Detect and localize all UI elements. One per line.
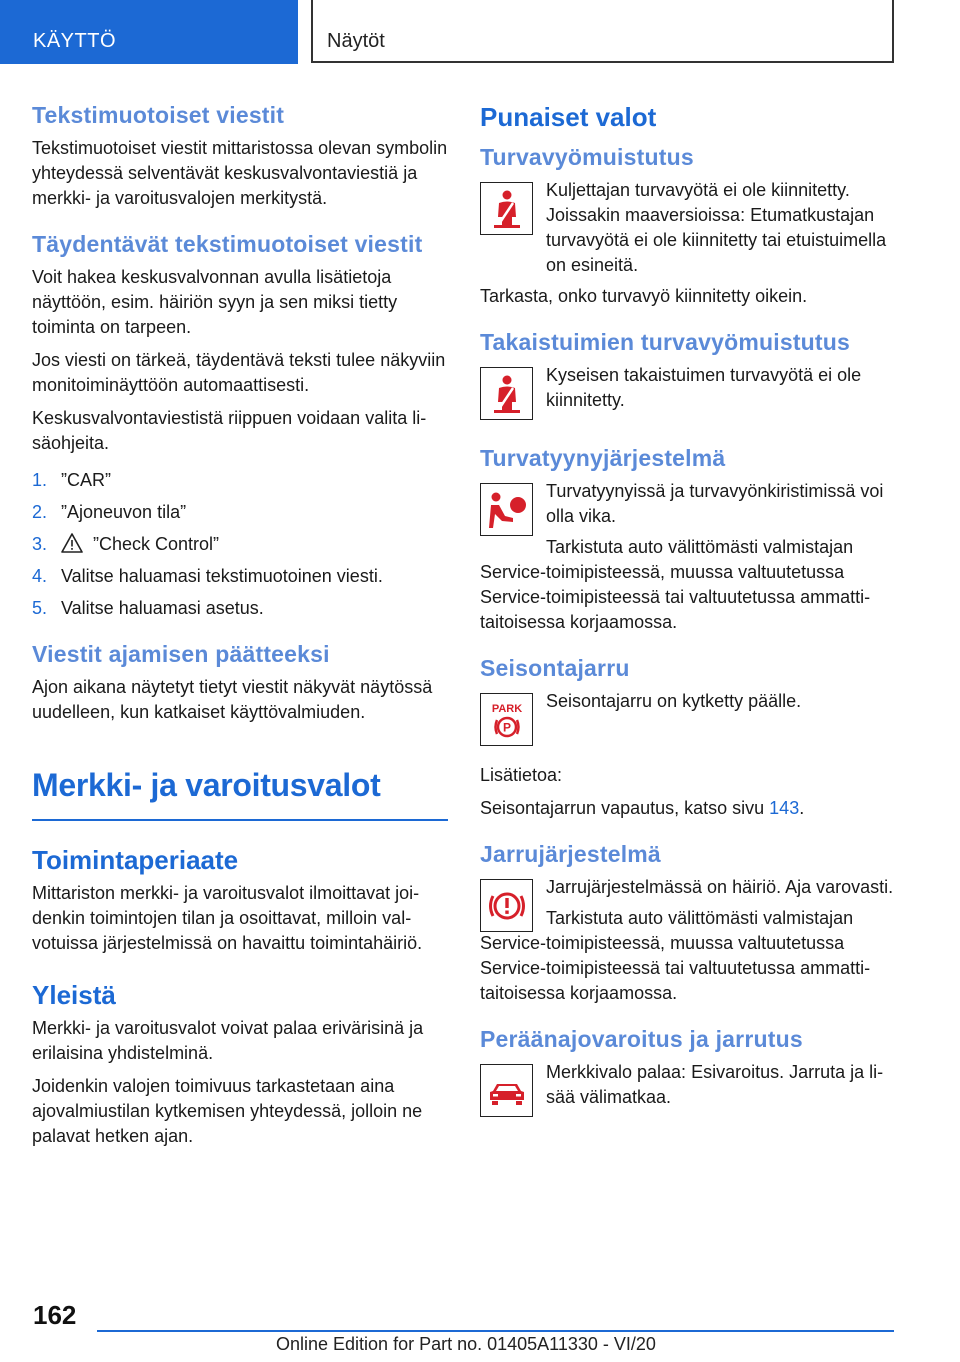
airbag-icon xyxy=(485,488,529,532)
seatbelt-row xyxy=(480,178,896,278)
list-item xyxy=(32,564,448,589)
paragraph: Tarkistuta auto välittömästi valmistajan Service-toimipisteessä, muussa valtuutetussa Service-toimipisteessä tai valtuutetussa ammattitaitoisessa korjaamossa. xyxy=(480,537,871,632)
paragraph: Merkki- ja varoitusvalot voivat palaa erivärisinä ja erilaisina yhdistelminä. xyxy=(32,1018,424,1063)
cross-reference xyxy=(480,796,896,821)
section-title-airbag: Turvatyynyjärjestelmä xyxy=(480,445,726,471)
page-number: 162 xyxy=(33,1300,77,1330)
step-number: 3. xyxy=(32,534,48,554)
parking-brake-icon-box xyxy=(480,693,533,746)
reference-text: Seisontajarrun vapautus, katso sivu xyxy=(480,798,770,818)
paragraph: Jos viesti on tärkeä, täydentävä teksti tulee näkyviin monitoiminäyttöön automaattisesti. xyxy=(32,350,446,395)
section-title-principle: Toimintaperiaate xyxy=(32,845,239,875)
seatbelt-warning-icon-box xyxy=(480,182,533,235)
section-title-parking-brake: Seisontajarru xyxy=(480,655,630,681)
paragraph: Tarkasta, onko turvavyö kiinnitetty oikein. xyxy=(480,286,808,306)
paragraph: Jarrujärjestelmässä on häiriö. Aja varovasti. xyxy=(546,877,894,897)
step-number: 4. xyxy=(32,566,48,586)
footer-divider xyxy=(97,1330,894,1332)
section-title-end-of-drive: Viestit ajamisen päätteeksi xyxy=(32,641,330,667)
paragraph: Kyseisen takaistuimen turvavyötä ei ole kiinnitetty. xyxy=(546,365,862,410)
list-item xyxy=(32,468,448,493)
section-title-collision-warning: Peräänajovaroitus ja jarrutus xyxy=(480,1026,803,1052)
step-text: Valitse haluamasi tekstimuotoinen viesti. xyxy=(61,566,383,586)
parking-brake-icon xyxy=(485,698,529,742)
paragraph: Keskusvalvontaviestistä riippuen voidaan valita lisäohjeita. xyxy=(32,408,427,453)
header-section-label: KÄYTTÖ xyxy=(33,30,117,52)
section-title-seatbelt: Turvavyömuistutus xyxy=(480,144,694,170)
warning-triangle-icon xyxy=(61,533,83,553)
brake-system-row xyxy=(480,875,896,1006)
brake-warning-icon xyxy=(485,884,529,928)
paragraph: Seisontajarru on kytketty päälle. xyxy=(546,691,802,711)
step-text: Valitse haluamasi asetus. xyxy=(61,598,264,618)
paragraph: Joidenkin valojen toimivuus tarkastetaan aina ajovalmiustilan kytkemisen yhteydessä, jolloin ne palavat hetken ajan. xyxy=(32,1076,423,1146)
left-column xyxy=(32,100,448,1157)
paragraph: Lisätietoa: xyxy=(480,765,563,785)
brake-system-icon-box xyxy=(480,879,533,932)
footer-edition: Online Edition for Part no. 01405A11330 - VI/20 xyxy=(276,1334,656,1354)
step-text: ”Ajoneuvon tila” xyxy=(61,502,187,522)
step-number: 5. xyxy=(32,598,48,618)
section-title-general: Yleistä xyxy=(32,980,116,1010)
park-icon-letter: P xyxy=(502,720,512,735)
parking-brake-row xyxy=(480,689,896,751)
right-column xyxy=(480,100,896,1122)
section-title-additional-messages: Täydentävät tekstimuotoiset viestit xyxy=(32,231,423,257)
paragraph: Kuljettajan turvavyötä ei ole kiinnitetty. Joissakin maaversioissa: Etumatkustajan turvavyötä ei ole kiinnitetty tai etuistuimella on esineitä. xyxy=(546,180,887,275)
main-title-indicator-lights: Merkki- ja varoitusvalot xyxy=(32,763,448,821)
reference-end: . xyxy=(799,798,805,818)
section-title-brake-system: Jarrujärjestelmä xyxy=(480,841,661,867)
park-icon-label: PARK xyxy=(491,703,523,715)
car-collision-icon xyxy=(485,1069,529,1113)
paragraph: Tarkistuta auto välittömästi valmistajan Service-toimipisteessä, muussa valtuutetussa Service-toimipisteessä tai valtuutetussa ammattitaitoisessa korjaamossa. xyxy=(480,908,871,1003)
paragraph: Tekstimuotoiset viestit mittaristossa olevan symbolin yhteydessä selventävät keskusvalvontaviestiä ja merkki- ja varoitusvalojen merkitystä. xyxy=(32,138,448,208)
step-number: 2. xyxy=(32,502,48,522)
header-chapter-box xyxy=(311,0,894,63)
section-title-rear-seatbelt: Takaistuimien turvavyömuistutus xyxy=(480,329,851,355)
paragraph: Mittariston merkki- ja varoitusvalot ilmoittavat joidenkin toimintojen tilan ja osoittavat, milloin valvotuissa järjestelmissä on havaittu toimintahäiriö. xyxy=(32,883,423,953)
rear-seatbelt-row xyxy=(480,363,896,425)
header-section-tab xyxy=(0,0,298,64)
list-item xyxy=(32,500,448,525)
collision-warning-row xyxy=(480,1060,896,1122)
paragraph: Ajon aikana näytetyt tietyt viestit näkyvät näytössä uudelleen, kun katkaiset käyttövalmiuden. xyxy=(32,677,433,722)
step-number: 1. xyxy=(32,470,48,490)
header-chapter-label: Näytöt xyxy=(327,30,385,52)
section-title-red-lights: Punaiset valot xyxy=(480,102,657,132)
rear-seatbelt-icon-box xyxy=(480,367,533,420)
paragraph: Merkkivalo palaa: Esivaroitus. Jarruta ja lisää välimatkaa. xyxy=(546,1062,884,1107)
collision-warning-icon-box xyxy=(480,1064,533,1117)
airbag-icon-box xyxy=(480,483,533,536)
section-title-text-messages: Tekstimuotoiset viestit xyxy=(32,102,285,128)
page-link[interactable]: 143 xyxy=(769,798,800,818)
paragraph: Turvatyynyissä ja turvavyönkiristimissä voi olla vika. xyxy=(546,481,884,526)
airbag-row xyxy=(480,479,896,635)
steps-list xyxy=(32,468,448,621)
list-item xyxy=(32,532,448,557)
step-text: ”CAR” xyxy=(61,470,111,490)
list-item xyxy=(32,596,448,621)
step-text: ”Check Control” xyxy=(93,534,220,554)
paragraph: Voit hakea keskusvalvonnan avulla lisätietoja näyttöön, esim. häiriön syyn ja sen miksi tietty toiminta on tarpeen. xyxy=(32,267,398,337)
seatbelt-icon xyxy=(485,187,529,231)
seatbelt-icon xyxy=(485,372,529,416)
